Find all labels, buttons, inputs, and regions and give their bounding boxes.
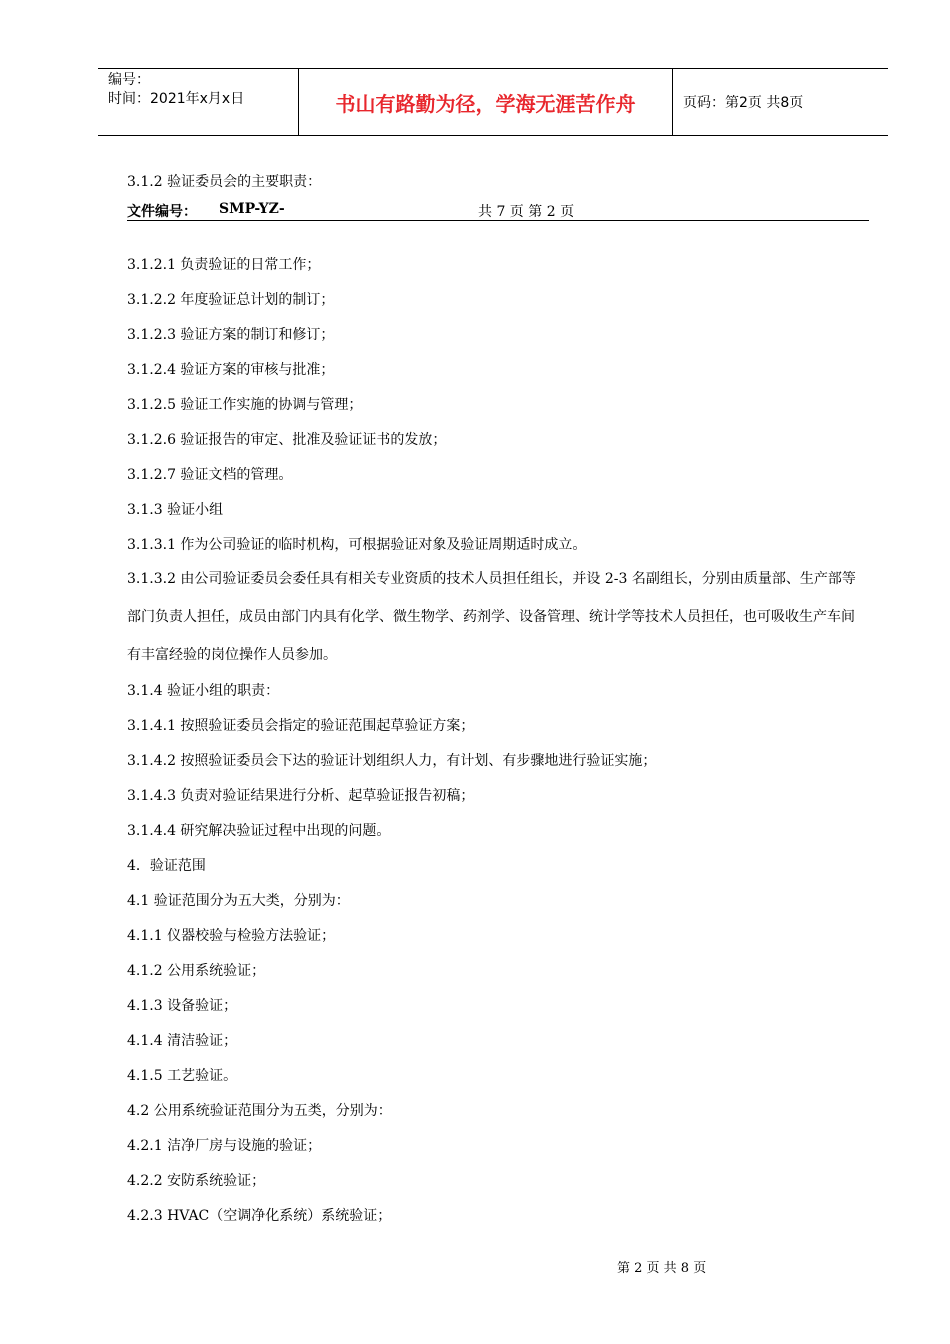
list-item: 3.1.4.3 负责对验证结果进行分析、起草验证报告初稿； bbox=[127, 788, 475, 804]
header-table bbox=[98, 68, 888, 136]
code-label: 编号： bbox=[108, 72, 150, 88]
list-item: 3.1.4.4 研究解决验证过程中出现的问题。 bbox=[127, 823, 391, 839]
list-item: 4.1 验证范围分为五大类，分别为： bbox=[127, 893, 350, 909]
list-item: 4.1.2 公用系统验证； bbox=[127, 963, 266, 979]
list-item: 3.1.2.7 验证文档的管理。 bbox=[127, 467, 293, 483]
list-item: 3.1.3.1 作为公司验证的临时机构，可根据验证对象及验证周期适时成立。 bbox=[127, 537, 587, 553]
list-item: 4.1.1 仪器校验与检验方法验证； bbox=[127, 928, 336, 944]
list-item: 4.2 公用系统验证范围分为五类，分别为： bbox=[127, 1103, 392, 1119]
footer-page-number: 第 2 页 共 8 页 bbox=[617, 1261, 707, 1276]
file-number-code: SMP-YZ- bbox=[219, 201, 285, 217]
list-item: 3.1.2.2 年度验证总计划的制订； bbox=[127, 292, 335, 308]
section-heading: 3.1.4 验证小组的职责： bbox=[127, 683, 280, 699]
list-item: 3.1.4.2 按照验证委员会下达的验证计划组织人力，有计划、有步骤地进行验证实施； bbox=[127, 753, 657, 769]
list-item: 3.1.2.3 验证方案的制订和修订； bbox=[127, 327, 335, 343]
time-label: 时间：2021年x月x日 bbox=[108, 91, 245, 107]
list-item: 3.1.2.6 验证报告的审定、批准及验证证书的发放； bbox=[127, 432, 447, 448]
list-item: 4.2.1 洁净厂房与设施的验证； bbox=[127, 1138, 322, 1154]
list-item: 4.1.3 设备验证； bbox=[127, 998, 238, 1014]
section-heading: 3.1.3 验证小组 bbox=[127, 502, 224, 518]
file-number-label: 文件编号： bbox=[127, 204, 197, 220]
list-item: 3.1.4.1 按照验证委员会指定的验证范围起草验证方案； bbox=[127, 718, 475, 734]
file-page-count: 共 7 页 第 2 页 bbox=[478, 204, 575, 220]
header-meta-cell bbox=[98, 69, 299, 135]
list-item: 4.1.5 工艺验证。 bbox=[127, 1068, 238, 1084]
list-item: 4.1.4 清洁验证； bbox=[127, 1033, 238, 1049]
list-item: 3.1.2.1 负责验证的日常工作； bbox=[127, 257, 321, 273]
motto: 书山有路勤为径，学海无涯苦作舟 bbox=[299, 69, 673, 135]
intro-line: 3.1.2 验证委员会的主要职责： bbox=[127, 174, 322, 190]
paragraph-3132: 3.1.3.2 由公司验证委员会委任具有相关专业资质的技术人员担任组长，并设 2-3 名副组长，分别由质量部、生产部等部门负责人担任，成员由部门内具有化学、微生物学、药剂学、设备管理、统计学等技术人员担任，也可吸收生产车间有丰富经验的岗位操作人员参加。 bbox=[127, 571, 856, 663]
file-number-line bbox=[127, 201, 869, 221]
list-item: 3.1.2.5 验证工作实施的协调与管理； bbox=[127, 397, 363, 413]
section-heading: 4．验证范围 bbox=[127, 858, 206, 874]
list-item: 4.2.2 安防系统验证； bbox=[127, 1173, 266, 1189]
list-item: 3.1.2.4 验证方案的审核与批准； bbox=[127, 362, 335, 378]
header-page-info: 页码：第2页 共8页 bbox=[683, 95, 804, 111]
list-item: 4.2.3 HVAC（空调净化系统）系统验证； bbox=[127, 1208, 392, 1224]
